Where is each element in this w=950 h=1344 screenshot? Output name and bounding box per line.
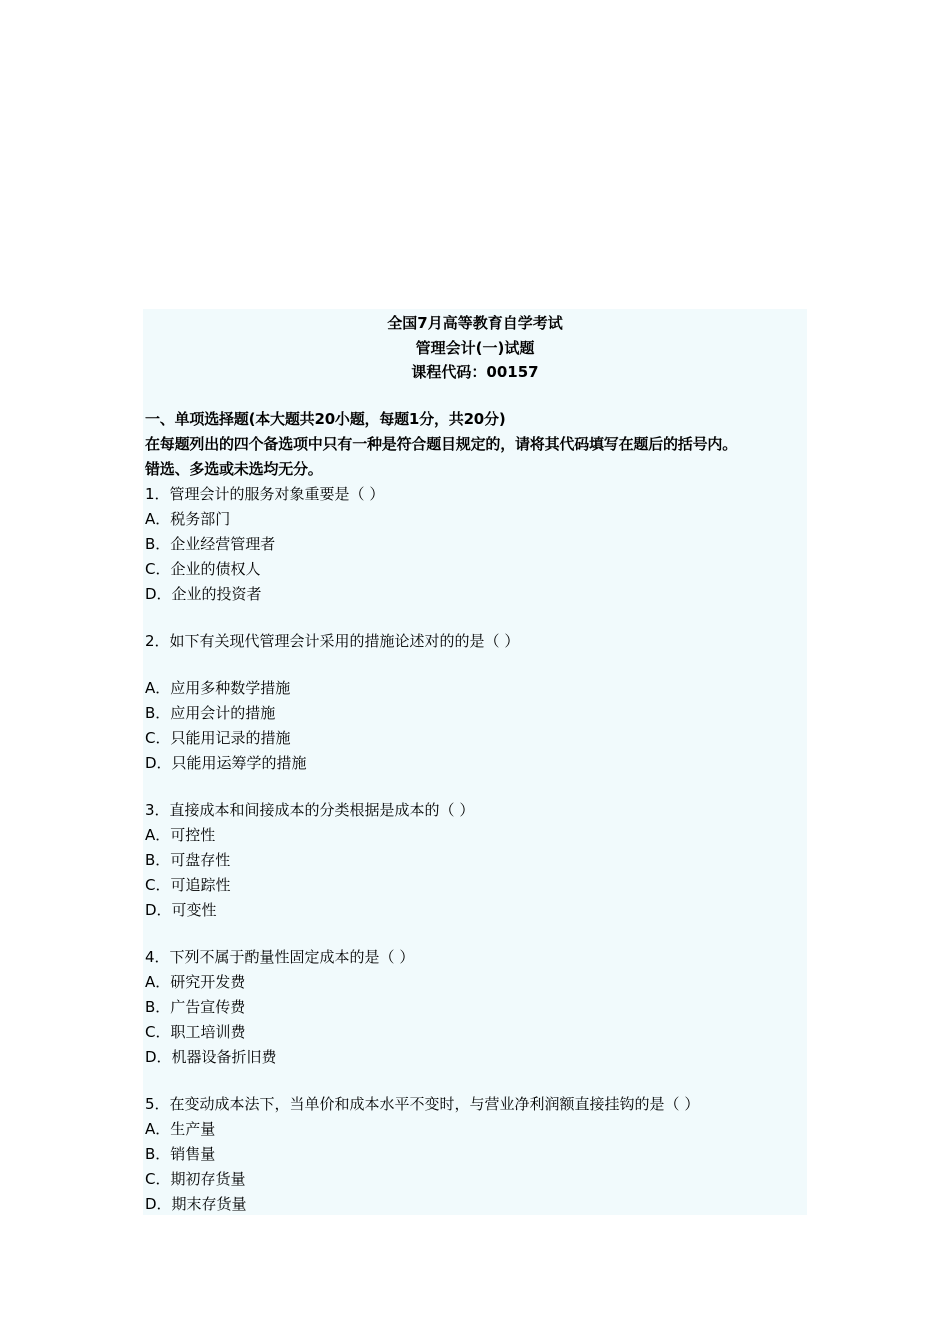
exam-subject: 管理会计(一)试题 — [415, 339, 535, 357]
answer-option: A．税务部门 — [145, 510, 231, 528]
answer-option: D．只能用运筹学的措施 — [145, 754, 307, 772]
answer-option: C．企业的债权人 — [145, 560, 261, 578]
section-instruction: 错选、多选或未选均无分。 — [145, 460, 323, 478]
answer-option: D．机器设备折旧费 — [145, 1048, 277, 1066]
answer-option: D．企业的投资者 — [145, 585, 262, 603]
answer-option: B．广告宣传费 — [145, 998, 246, 1016]
answer-option: B．应用会计的措施 — [145, 704, 276, 722]
section-instruction: 在每题列出的四个备选项中只有一种是符合题目规定的，请将其代码填写在题后的括号内。 — [145, 435, 738, 453]
course-code: 课程代码：00157 — [411, 363, 539, 381]
answer-option: B．销售量 — [145, 1145, 216, 1163]
question-stem: 3．直接成本和间接成本的分类根据是成本的（ ） — [145, 801, 475, 819]
answer-option: D．可变性 — [145, 901, 217, 919]
question-stem: 4．下列不属于酌量性固定成本的是（ ） — [145, 948, 415, 966]
answer-option: C．期初存货量 — [145, 1170, 246, 1188]
answer-option: A．应用多种数学措施 — [145, 679, 291, 697]
answer-option: D．期末存货量 — [145, 1195, 247, 1213]
answer-option: C．只能用记录的措施 — [145, 729, 291, 747]
answer-option: A．研究开发费 — [145, 973, 246, 991]
exam-paper — [143, 309, 807, 1215]
exam-title: 全国7月高等教育自学考试 — [387, 314, 563, 332]
question-stem: 1．管理会计的服务对象重要是（ ） — [145, 485, 385, 503]
answer-option: C．职工培训费 — [145, 1023, 246, 1041]
answer-option: A．可控性 — [145, 826, 216, 844]
answer-option: C．可追踪性 — [145, 876, 231, 894]
section-heading: 一、单项选择题(本大题共20小题，每题1分，共20分) — [145, 410, 506, 428]
answer-option: B．企业经营管理者 — [145, 535, 276, 553]
answer-option: A．生产量 — [145, 1120, 216, 1138]
question-stem: 5．在变动成本法下，当单价和成本水平不变时，与营业净利润额直接挂钩的是（ ） — [145, 1095, 700, 1113]
question-stem: 2．如下有关现代管理会计采用的措施论述对的的是（ ） — [145, 632, 520, 650]
answer-option: B．可盘存性 — [145, 851, 231, 869]
